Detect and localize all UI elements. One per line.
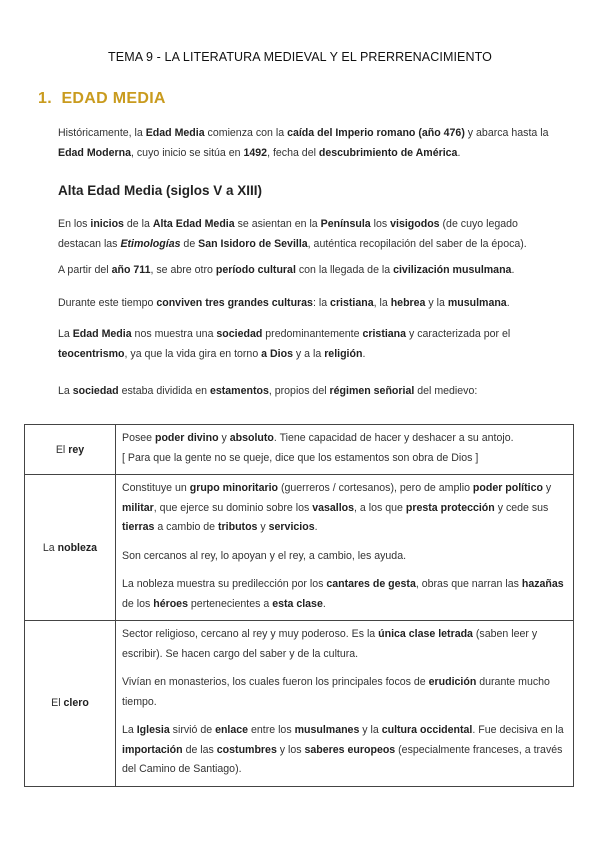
section-title: EDAD MEDIA bbox=[61, 90, 166, 107]
table-row-nobleza bbox=[25, 475, 574, 621]
subheading-alta-edad-media: Alta Edad Media (siglos V a XIII) bbox=[58, 183, 263, 198]
three-cultures-paragraph: Durante este tiempo conviven tres grandes culturas: la cristiana, la hebrea y la musulmana. bbox=[58, 297, 510, 309]
estate-content-clero bbox=[116, 621, 574, 787]
estate-paragraph: La nobleza muestra su predilección por los cantares de gesta, obras que narran las hazañas de los héroes pertenecientes a esta clase. bbox=[122, 578, 564, 610]
estate-paragraph: Constituye un grupo minoritario (guerreros / cortesanos), pero de amplio poder político y militar, que ejerce su dominio sobre los vasallos, a los que presta protección y cede sus tierras a cambio de tributos y servicios. bbox=[122, 482, 552, 533]
intro-paragraph: Históricamente, la Edad Media comienza con la caída del Imperio romano (año 476) y abarca hasta la Edad Moderna, cuyo inicio se sitúa en 1492, fecha del descubrimiento de América. bbox=[58, 127, 549, 159]
estate-label-clero: El clero bbox=[25, 621, 116, 787]
estate-paragraph: Posee poder divino y absoluto. Tiene capacidad de hacer y deshacer a su antojo. [ Para que la gente no se queje, dice que los estamentos son obra de Dios ] bbox=[122, 432, 514, 464]
estates-intro-paragraph: La sociedad estaba dividida en estamentos, propios del régimen señorial del medievo: bbox=[58, 385, 478, 397]
section-number: 1. bbox=[38, 90, 52, 107]
estate-paragraph: Sector religioso, cercano al rey y muy poderoso. Es la única clase letrada (saben leer y escribir). Se hacen cargo del saber y de la cultura. bbox=[122, 628, 538, 660]
estate-content-nobleza bbox=[116, 475, 574, 621]
estate-paragraph: La Iglesia sirvió de enlace entre los musulmanes y la cultura occidental. Fue decisiva en la importación de las costumbres y los saberes europeos (especialmente franceses, a través del Camino de Santiago). bbox=[122, 724, 564, 775]
estate-paragraph: Son cercanos al rey, lo apoyan y el rey, a cambio, les ayuda. bbox=[122, 549, 407, 562]
document-title: TEMA 9 - LA LITERATURA MEDIEVAL Y EL PRERRENACIMIENTO bbox=[108, 50, 492, 64]
table-row-clero bbox=[25, 621, 574, 787]
society-paragraph: La Edad Media nos muestra una sociedad predominantemente cristiana y caracterizada por el teocentrismo, ya que la vida gira en torno a Dios y a la religión. bbox=[58, 328, 511, 360]
estate-paragraph: Vivían en monasterios, los cuales fueron los principales focos de erudición durante mucho tiempo. bbox=[122, 676, 550, 708]
visigodos-paragraph: En los inicios de la Alta Edad Media se asientan en la Península los visigodos (de cuyo legado destacan las Etimologías de San Isidoro de Sevilla, auténtica recopilación del saber de la época). bbox=[58, 218, 527, 250]
section-heading bbox=[38, 90, 166, 108]
table-row-rey bbox=[25, 425, 574, 475]
estate-label-nobleza: La nobleza bbox=[25, 475, 116, 621]
estate-label-rey: El rey bbox=[25, 425, 116, 475]
estates-table bbox=[24, 424, 574, 787]
estate-content-rey bbox=[116, 425, 574, 475]
year-711-paragraph: A partir del año 711, se abre otro período cultural con la llegada de la civilización musulmana. bbox=[58, 264, 515, 276]
